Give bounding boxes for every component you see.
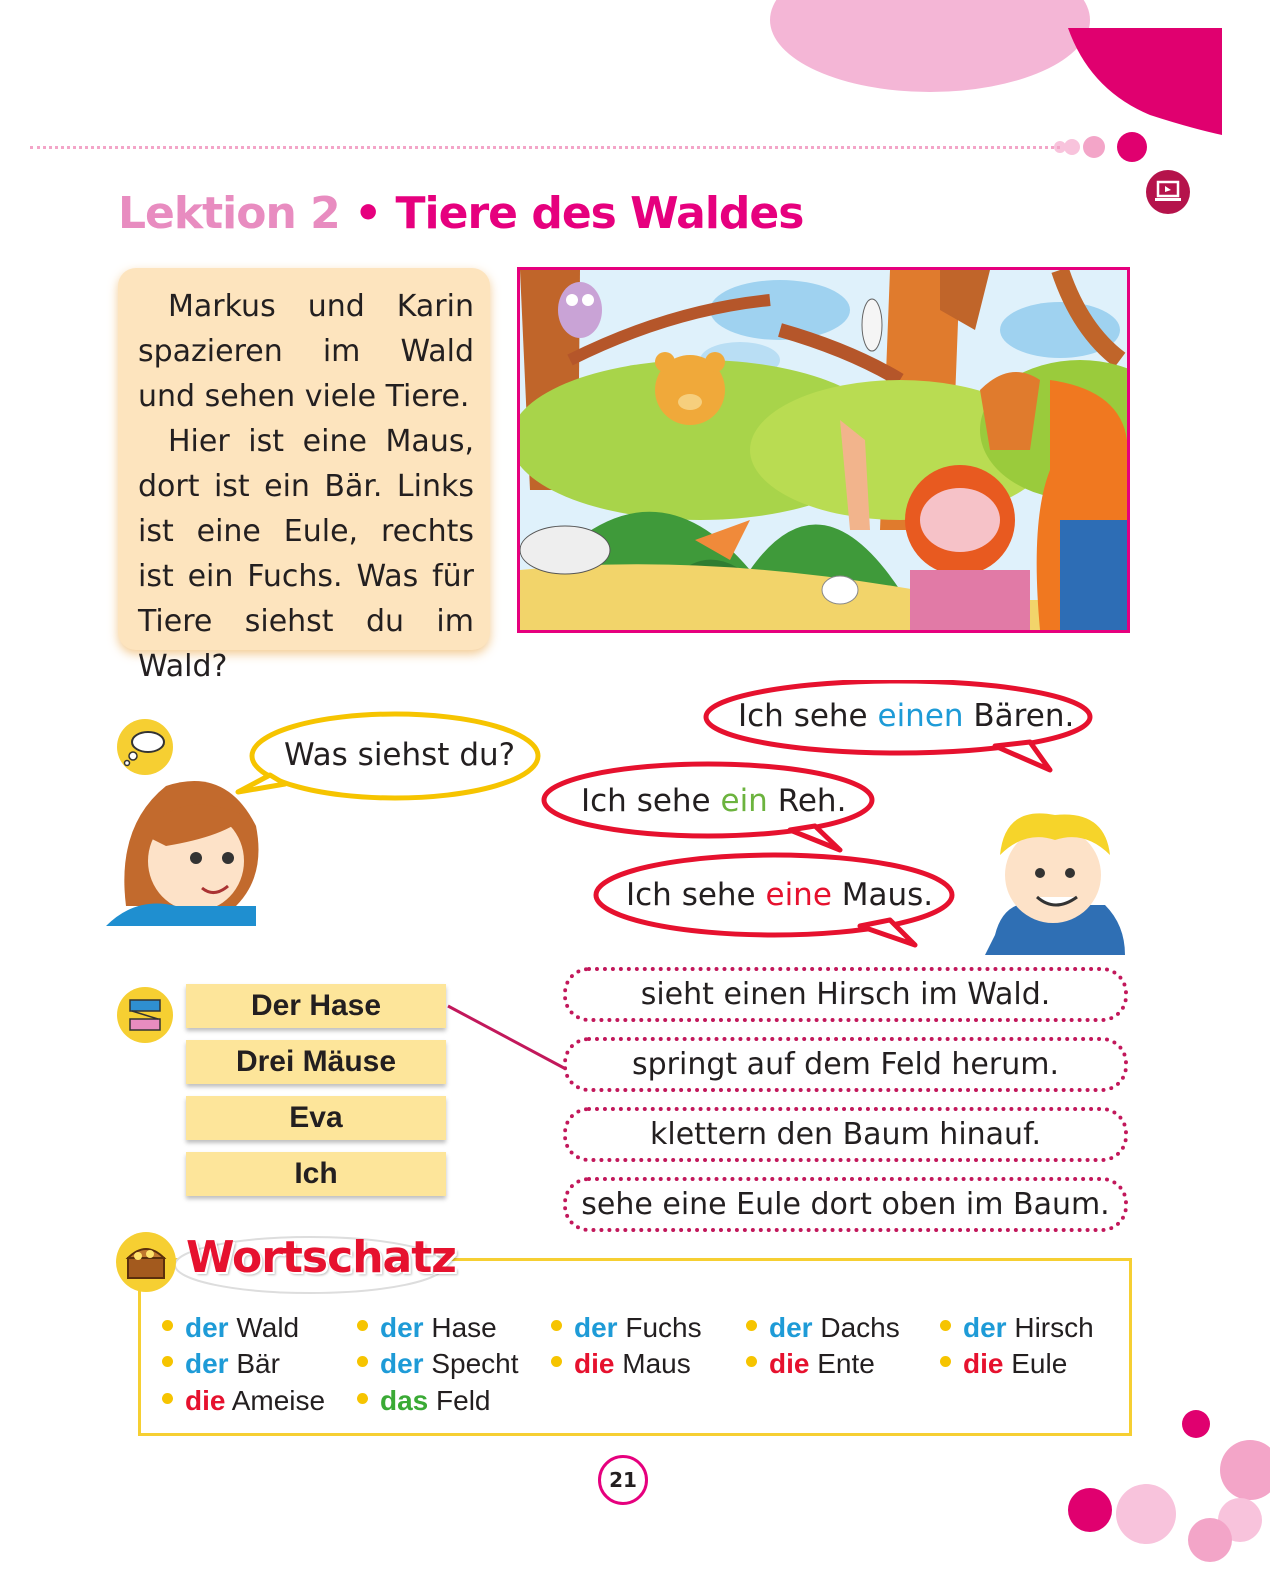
vocab-article: die [574, 1348, 615, 1379]
answer-3-start: Ich sehe [626, 877, 766, 913]
vocab-article: der [769, 1312, 813, 1343]
question-bubble-text: Was siehst du? [284, 737, 516, 773]
vocab-item [357, 1385, 491, 1417]
vocab-article: der [963, 1312, 1007, 1343]
bullet-icon [551, 1320, 562, 1331]
match-line [440, 1000, 570, 1080]
answer-bubble-1 [738, 698, 1074, 734]
matching-icon [116, 986, 174, 1049]
vocab-word: Wald [236, 1312, 300, 1343]
answer-2-start: Ich sehe [581, 783, 721, 819]
laptop-icon[interactable] [1146, 170, 1190, 214]
answer-3-article: eine [765, 877, 832, 913]
story-box [118, 268, 490, 684]
answer-1-start: Ich sehe [738, 698, 878, 734]
subject-box-1[interactable]: Der Hase [186, 984, 446, 1028]
vocab-article: die [185, 1385, 226, 1416]
vocab-article: die [769, 1348, 810, 1379]
vocab-item [746, 1348, 875, 1380]
vocab-item [162, 1348, 280, 1380]
bottom-decoration [1060, 1400, 1270, 1594]
bullet-icon [357, 1356, 368, 1367]
bullet-icon [357, 1320, 368, 1331]
page-number: 21 [598, 1455, 648, 1505]
predicate-box-3[interactable]: klettern den Baum hinauf. [563, 1107, 1128, 1162]
bullet-icon [551, 1356, 562, 1367]
top-decoration [0, 0, 1270, 200]
vocab-word: Specht [431, 1348, 519, 1379]
subject-box-4[interactable]: Ich [186, 1152, 446, 1196]
vocab-article: der [380, 1312, 424, 1343]
vocab-word: Eule [1011, 1348, 1068, 1379]
vocab-word: Fuchs [625, 1312, 702, 1343]
vocab-word: Hirsch [1014, 1312, 1094, 1343]
vocab-item [551, 1348, 691, 1380]
answer-2-end: Reh. [767, 783, 847, 819]
answer-1-article: einen [877, 698, 964, 734]
vocab-article: der [185, 1312, 229, 1343]
vocab-article: das [380, 1385, 429, 1416]
story-paragraph-1: Markus und Karin spazieren im Wald und sehen viele Tiere. [138, 289, 474, 414]
bullet-icon [162, 1320, 173, 1331]
header-divider [30, 146, 1060, 149]
predicate-box-4[interactable]: sehe eine Eule dort oben im Baum. [563, 1177, 1128, 1232]
lesson-title [118, 188, 803, 239]
vocab-article: der [380, 1348, 424, 1379]
story-paragraph-2: Hier ist eine Maus, dort ist ein Bär. Links ist eine Eule, rechts ist ein Fuchs. Was für Tiere siehst du im Wald? [138, 424, 474, 684]
answer-3-end: Maus. [831, 877, 934, 913]
bullet-icon [357, 1393, 368, 1404]
vocab-word: Ente [817, 1348, 875, 1379]
bullet-icon [162, 1356, 173, 1367]
vocab-item [162, 1312, 299, 1344]
predicate-box-2[interactable]: springt auf dem Feld herum. [563, 1037, 1128, 1092]
vocab-article: die [963, 1348, 1004, 1379]
answer-bubble-3 [626, 877, 933, 913]
title-separator: • [354, 188, 382, 239]
vocab-word: Dachs [820, 1312, 900, 1343]
treasure-chest-icon [114, 1230, 178, 1299]
vocab-article: der [185, 1348, 229, 1379]
vocab-item [940, 1348, 1067, 1380]
bullet-icon [746, 1356, 757, 1367]
vocab-item [357, 1312, 497, 1344]
bullet-icon [940, 1320, 951, 1331]
forest-illustration [517, 267, 1130, 633]
subject-box-3[interactable]: Eva [186, 1096, 446, 1140]
vocab-item [162, 1385, 325, 1417]
vocab-word: Feld [436, 1385, 491, 1416]
lesson-topic: Tiere des Waldes [395, 188, 804, 239]
bullet-icon [940, 1356, 951, 1367]
predicate-box-1[interactable]: sieht einen Hirsch im Wald. [563, 967, 1128, 1022]
vocab-word: Bär [236, 1348, 280, 1379]
bullet-icon [162, 1393, 173, 1404]
vocabulary-title: Wortschatz [186, 1232, 456, 1283]
vocab-item [746, 1312, 900, 1344]
bullet-icon [746, 1320, 757, 1331]
vocab-word: Hase [431, 1312, 497, 1343]
vocab-article: der [574, 1312, 618, 1343]
vocab-item [357, 1348, 519, 1380]
answer-2-article: ein [720, 783, 768, 819]
subject-box-2[interactable]: Drei Mäuse [186, 1040, 446, 1084]
answer-1-end: Bären. [963, 698, 1075, 734]
vocab-word: Maus [622, 1348, 691, 1379]
vocab-item [940, 1312, 1094, 1344]
vocab-item [551, 1312, 702, 1344]
vocab-word: Ameise [231, 1385, 326, 1416]
lesson-number: Lektion 2 [118, 188, 340, 239]
answer-bubble-2 [581, 783, 846, 819]
